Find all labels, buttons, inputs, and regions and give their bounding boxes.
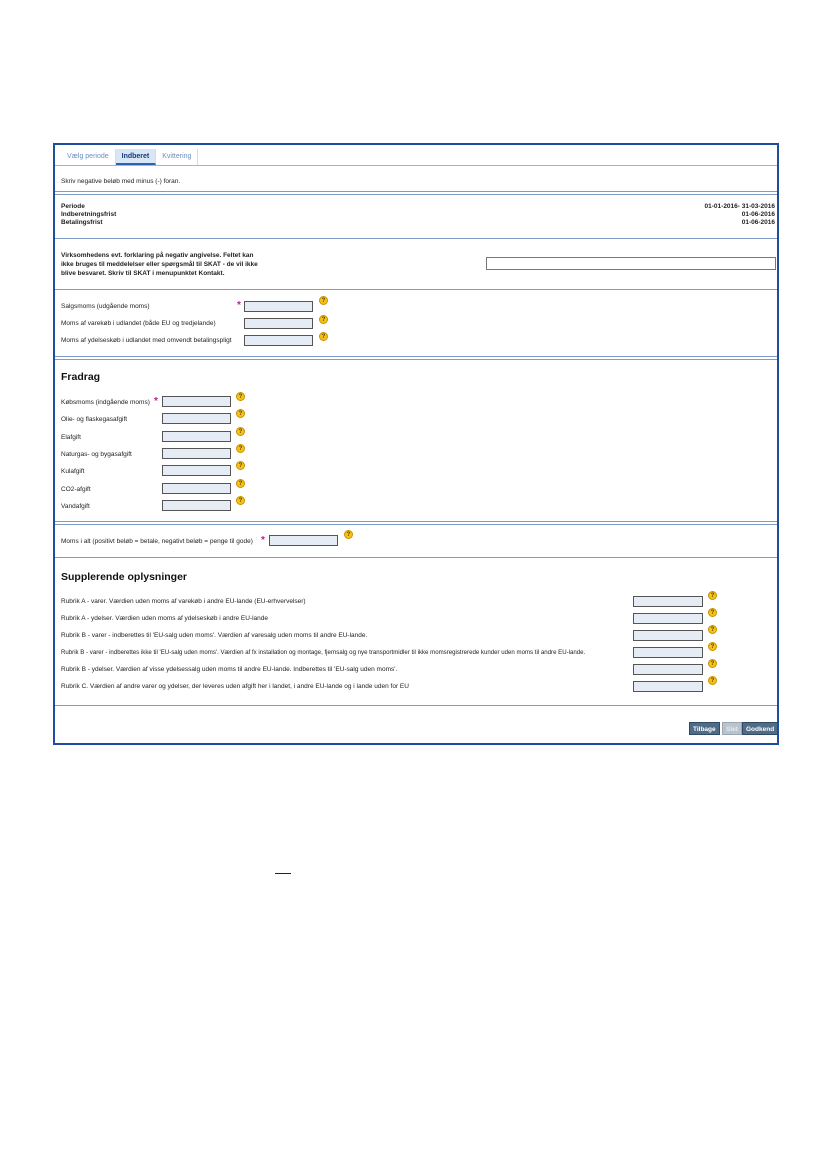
divider <box>55 356 777 357</box>
divider <box>55 521 777 522</box>
total-vat-label: Moms i alt (positivt beløb = betale, negativt beløb = penge til gode) <box>61 538 253 545</box>
help-icon[interactable]: ? <box>319 315 328 324</box>
help-icon[interactable]: ? <box>319 296 328 305</box>
tab-report[interactable]: Indberet <box>116 149 157 165</box>
negative-amount-note: Skriv negative beløb med minus (-) foran. <box>61 178 181 185</box>
help-icon[interactable]: ? <box>236 392 245 401</box>
help-icon[interactable]: ? <box>236 479 245 488</box>
approve-button[interactable]: Godkend <box>742 722 778 735</box>
purchase-vat-label: Købsmoms (indgående moms) <box>61 399 150 406</box>
help-icon[interactable]: ? <box>236 496 245 505</box>
rubric-a-goods-input[interactable] <box>633 596 703 607</box>
stray-underline <box>275 873 291 874</box>
help-icon[interactable]: ? <box>319 332 328 341</box>
supplementary-heading: Supplerende oplysninger <box>61 571 188 583</box>
help-icon[interactable]: ? <box>708 659 717 668</box>
reporting-deadline-value: 01-06-2016 <box>741 211 775 218</box>
vat-return-form <box>53 143 779 745</box>
divider <box>55 289 777 290</box>
explanation-text-line: ikke bruges til meddelelser eller spørgsmål til SKAT - de vil ikke <box>61 261 258 268</box>
period-label: Periode <box>61 203 85 210</box>
help-icon[interactable]: ? <box>708 591 717 600</box>
coal-tax-label: Kulafgift <box>61 468 85 475</box>
help-icon[interactable]: ? <box>344 530 353 539</box>
rubric-a-services-label: Rubrik A - ydelser. Værdien uden moms af ydelseskøb i andre EU-lande <box>61 615 269 622</box>
back-button[interactable]: Tilbage <box>689 722 720 735</box>
help-icon[interactable]: ? <box>236 409 245 418</box>
tab-receipt[interactable]: Kvittering <box>156 149 198 165</box>
sales-vat-input[interactable] <box>244 301 313 312</box>
coal-tax-input[interactable] <box>162 465 231 476</box>
deductions-heading: Fradrag <box>61 371 101 383</box>
rubric-b-services-input[interactable] <box>633 664 703 675</box>
divider <box>55 557 777 558</box>
electricity-tax-label: Elafgift <box>61 434 81 441</box>
divider <box>55 705 777 706</box>
foreign-services-vat-label: Moms af ydelseskøb i udlandet med omvendt betalingspligt <box>61 337 232 344</box>
rubric-b-goods-eu-input[interactable] <box>633 630 703 641</box>
rubric-c-label: Rubrik C. Værdien af andre varer og ydelser, der leveres uden afgift her i landet, i andre EU-lande og i lande uden for EU <box>61 683 409 690</box>
help-icon[interactable]: ? <box>708 608 717 617</box>
rubric-a-goods-label: Rubrik A - varer. Værdien uden moms af varekøb i andre EU-lande (EU-erhvervelser) <box>61 598 306 605</box>
help-icon[interactable]: ? <box>708 642 717 651</box>
foreign-services-vat-input[interactable] <box>244 335 313 346</box>
required-marker: * <box>154 396 158 407</box>
purchase-vat-input[interactable] <box>162 396 231 407</box>
payment-deadline-value: 01-06-2016 <box>741 219 775 226</box>
payment-deadline-label: Betalingsfrist <box>61 219 103 226</box>
required-marker: * <box>237 300 241 311</box>
co2-tax-input[interactable] <box>162 483 231 494</box>
electricity-tax-input[interactable] <box>162 431 231 442</box>
rubric-b-goods-other-input[interactable] <box>633 647 703 658</box>
reporting-deadline-label: Indberetningsfrist <box>61 211 117 218</box>
oil-gas-tax-input[interactable] <box>162 413 231 424</box>
delete-button[interactable]: Slet <box>722 722 742 735</box>
sales-vat-label: Salgsmoms (udgående moms) <box>61 303 150 310</box>
help-icon[interactable]: ? <box>236 461 245 470</box>
required-marker: * <box>261 535 265 546</box>
foreign-goods-vat-label: Moms af varekøb i udlandet (både EU og tredjelande) <box>61 320 216 327</box>
help-icon[interactable]: ? <box>236 444 245 453</box>
help-icon[interactable]: ? <box>236 427 245 436</box>
tab-divider <box>55 165 777 166</box>
oil-gas-tax-label: Olie- og flaskegasafgift <box>61 416 128 423</box>
rubric-c-input[interactable] <box>633 681 703 692</box>
water-tax-label: Vandafgift <box>61 503 90 510</box>
natural-gas-tax-label: Naturgas- og bygasafgift <box>61 451 132 458</box>
tab-bar <box>61 149 198 165</box>
foreign-goods-vat-input[interactable] <box>244 318 313 329</box>
explanation-text-line: Virksomhedens evt. forklaring på negativ angivelse. Feltet kan <box>61 252 254 259</box>
divider <box>55 238 777 239</box>
total-vat-input[interactable] <box>269 535 338 546</box>
period-value: 01-01-2016- 31-03-2016 <box>704 203 775 210</box>
tab-select-period[interactable]: Vælg periode <box>61 149 116 165</box>
rubric-a-services-input[interactable] <box>633 613 703 624</box>
explanation-text-line: blive besvaret. Skriv til SKAT i menupunktet Kontakt. <box>61 270 225 277</box>
rubric-b-services-label: Rubrik B - ydelser. Værdien af visse ydelsessalg uden moms til andre EU-lande. Indberettes til 'EU-salg uden moms'. <box>61 666 398 673</box>
water-tax-input[interactable] <box>162 500 231 511</box>
rubric-b-goods-eu-label: Rubrik B - varer - indberettes til 'EU-salg uden moms'. Værdien af varesalg uden moms til andre EU-lande. <box>61 632 368 639</box>
divider <box>55 191 777 192</box>
co2-tax-label: CO2-afgift <box>61 486 91 493</box>
natural-gas-tax-input[interactable] <box>162 448 231 459</box>
explanation-input[interactable] <box>486 257 776 270</box>
help-icon[interactable]: ? <box>708 676 717 685</box>
rubric-b-goods-other-label: Rubrik B - varer - indberettes ikke til 'EU-salg uden moms'. Værdien af fx installation og montage, fjernsalg og nye transportmidler til ikke momsregistrerede kunder uden moms til andre EU-lande. <box>61 649 586 656</box>
help-icon[interactable]: ? <box>708 625 717 634</box>
